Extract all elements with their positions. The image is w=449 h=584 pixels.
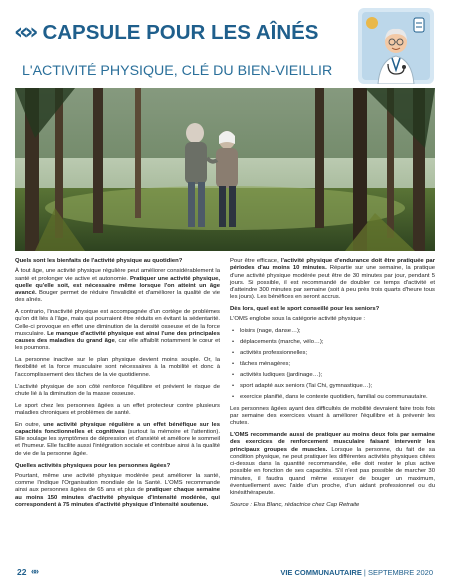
- emphasis-text: Le manque d'activité physique est ainsi l'une des principales causes des maladies du grand âge: [15, 330, 220, 345]
- question-heading: Quels sont les bienfaits de l'activité physique au quotidien?: [15, 258, 183, 264]
- quote-mark: «»: [14, 20, 35, 45]
- page-footer: [0, 567, 449, 581]
- title-row: [14, 20, 334, 45]
- emphasis-text: L'OMS recommande aussi de pratiquer au moins deux fois par semaine des exercices de renforcement musculaire faisant intervenir les principaux groupes de muscles.: [230, 432, 435, 453]
- question-heading: Quelles activités physiques pour les personnes âgées?: [15, 462, 171, 469]
- text-span: Bouger permet de réduire l'invalidité et d'améliorer la qualité de vie des aînés.: [15, 290, 220, 304]
- page-title: CAPSULE POUR LES AÎNÉS: [42, 20, 319, 44]
- text-span: Lorsque la personne, du fait de sa condition physique, ne peut pratiquer les différentes activités physiques citées ci-dessus dans la quantité recommandée, elle doit rester le plus active possible en fonction de ses capacités. S'il n'est pas possible de marcher 30 minutes, il faudra quand même essayer de bouger un maximum, éventuellement avec l'aide d'un proche, d'un aidant professionnel ou du kinésithérapeute.: [230, 446, 435, 496]
- paragraph: La personne inactive sur le plan physique devient moins souple. Or, la flexibilité et la force musculaire sont nécessaires à la mobilité et donc à l'accomplissement des tâches de la vie quotidienne.: [15, 357, 220, 378]
- paragraph: [15, 268, 220, 304]
- publication-name: VIE COMMUNAUTAIRE: [280, 568, 362, 577]
- text-span: À tout âge, une activité physique régulière peut améliorer considérablement la santé et prolonger vie active et autonomie.: [15, 268, 220, 282]
- emphasis-text: l'activité physique d'endurance doit être pratiquée par périodes d'au moins 10 minutes.: [230, 258, 435, 272]
- text-span: A contrario, l'inactivité physique est accompagnée d'un cortège de problèmes qu'on dit liés à l'âge, mais qui pourraient être réduits en évitant la sédentarité. Celle-ci provoque en effet une diminution de la densité osseuse et de la force musculaire.: [15, 309, 220, 337]
- senior-health-avatar-icon: [358, 8, 434, 84]
- page-subtitle: L'ACTIVITÉ PHYSIQUE, CLÉ DU BIEN-VIEILLIR: [22, 63, 333, 79]
- paragraph: L'OMS englobe sous la catégorie activité physique :: [230, 316, 366, 323]
- emphasis-text: une activité physique régulière a un effet bénéfique sur les capacités fonctionnelles et cognitives: [15, 421, 220, 435]
- list-item: • activités ludiques (jardinage…);: [240, 372, 435, 379]
- paragraph: Les personnes âgées ayant des difficultés de mobilité devraient faire trois fois par semaine des exercices visant à améliorer l'équilibre et à prévenir les chutes.: [230, 405, 435, 427]
- list-item: • sport adapté aux seniors (Tai Chi, gymnastique…);: [240, 383, 435, 390]
- text-span: , car elle affaiblit notamment le cœur et les poumons.: [15, 338, 220, 352]
- paragraph: [15, 309, 220, 353]
- list-item: • exercice planifié, dans le contexte quotidien, familial ou communautaire.: [240, 394, 435, 401]
- list-item: • tâches ménagères;: [240, 361, 435, 368]
- issue-date: SEPTEMBRE 2020: [367, 568, 433, 577]
- text-span: Pour être efficace,: [230, 258, 281, 264]
- text-span: En outre,: [15, 421, 44, 428]
- paragraph: L'activité physique de son côté renforce l'équilibre et prévient le risque de chute lié à la diminution de la masse osseuse.: [15, 383, 220, 397]
- separator: |: [361, 568, 368, 577]
- list-item: • loisirs (nage, danse…);: [240, 328, 435, 335]
- right-column: [230, 258, 435, 514]
- left-column: [15, 258, 220, 514]
- text-span: Répartie sur une semaine, la pratique d'une activité physique modérée peut être de 30 minutes par jour, pendant 5 jours. Si possible, il est recommandé de doubler ce temps d'activité et d'atteindre 300 minutes par semaine (soit à peu près trois quarts d'heure tous les jours). Les bénéfices en seront accrus.: [230, 265, 436, 301]
- paragraph: [230, 258, 435, 302]
- paragraph: [15, 473, 220, 509]
- page-header: [14, 20, 334, 79]
- source-credit: Source : Elsa Blanc, rédactrice chez Cap Retraite: [230, 501, 360, 508]
- question-heading: Dès lors, quel est le sport conseillé pour les seniors?: [230, 306, 380, 313]
- text-span: Pourtant, même une activité physique modérée peut améliorer la santé, comme l'indique l'Organisation mondiale de la Santé. L'OMS recommande ainsi aux personnes âgées de 65 ans et plus de: [15, 472, 220, 494]
- emphasis-text: Pratiquer une activité physique, quelle qu'elle soit, est nécessaire même lorsque l'on atteint un âge avancé.: [15, 275, 220, 296]
- paragraph: Le sport chez les personnes âgées a un effet protecteur contre plusieurs maladies chroniques et problèmes de santé.: [15, 402, 220, 416]
- page-number: 22: [17, 567, 27, 577]
- activity-list: [230, 328, 435, 401]
- publication-info: [280, 568, 433, 577]
- paragraph: [15, 422, 220, 458]
- list-item: • activités professionnelles;: [240, 350, 435, 357]
- text-span: (surtout la mémoire et l'attention). Elle soulage les symptômes de dépression et d'anxiété et améliore le sommeil et l'humeur. Elle facilite aussi l'intégration sociale et contribue ainsi à la qualité de vie de la personne âgée.: [15, 428, 220, 457]
- list-item: • déplacements (marche, vélo…);: [240, 339, 435, 346]
- emphasis-text: pratiquer chaque semaine au moins 150 minutes d'activité physique d'intensité modérée, qui correspondent à 75 minutes d'activité physique d'intensité soutenue.: [15, 487, 220, 508]
- paragraph: [230, 432, 435, 497]
- elderly-couple-forest-photo: [15, 88, 435, 251]
- footer-quote-mark: «»: [31, 566, 38, 576]
